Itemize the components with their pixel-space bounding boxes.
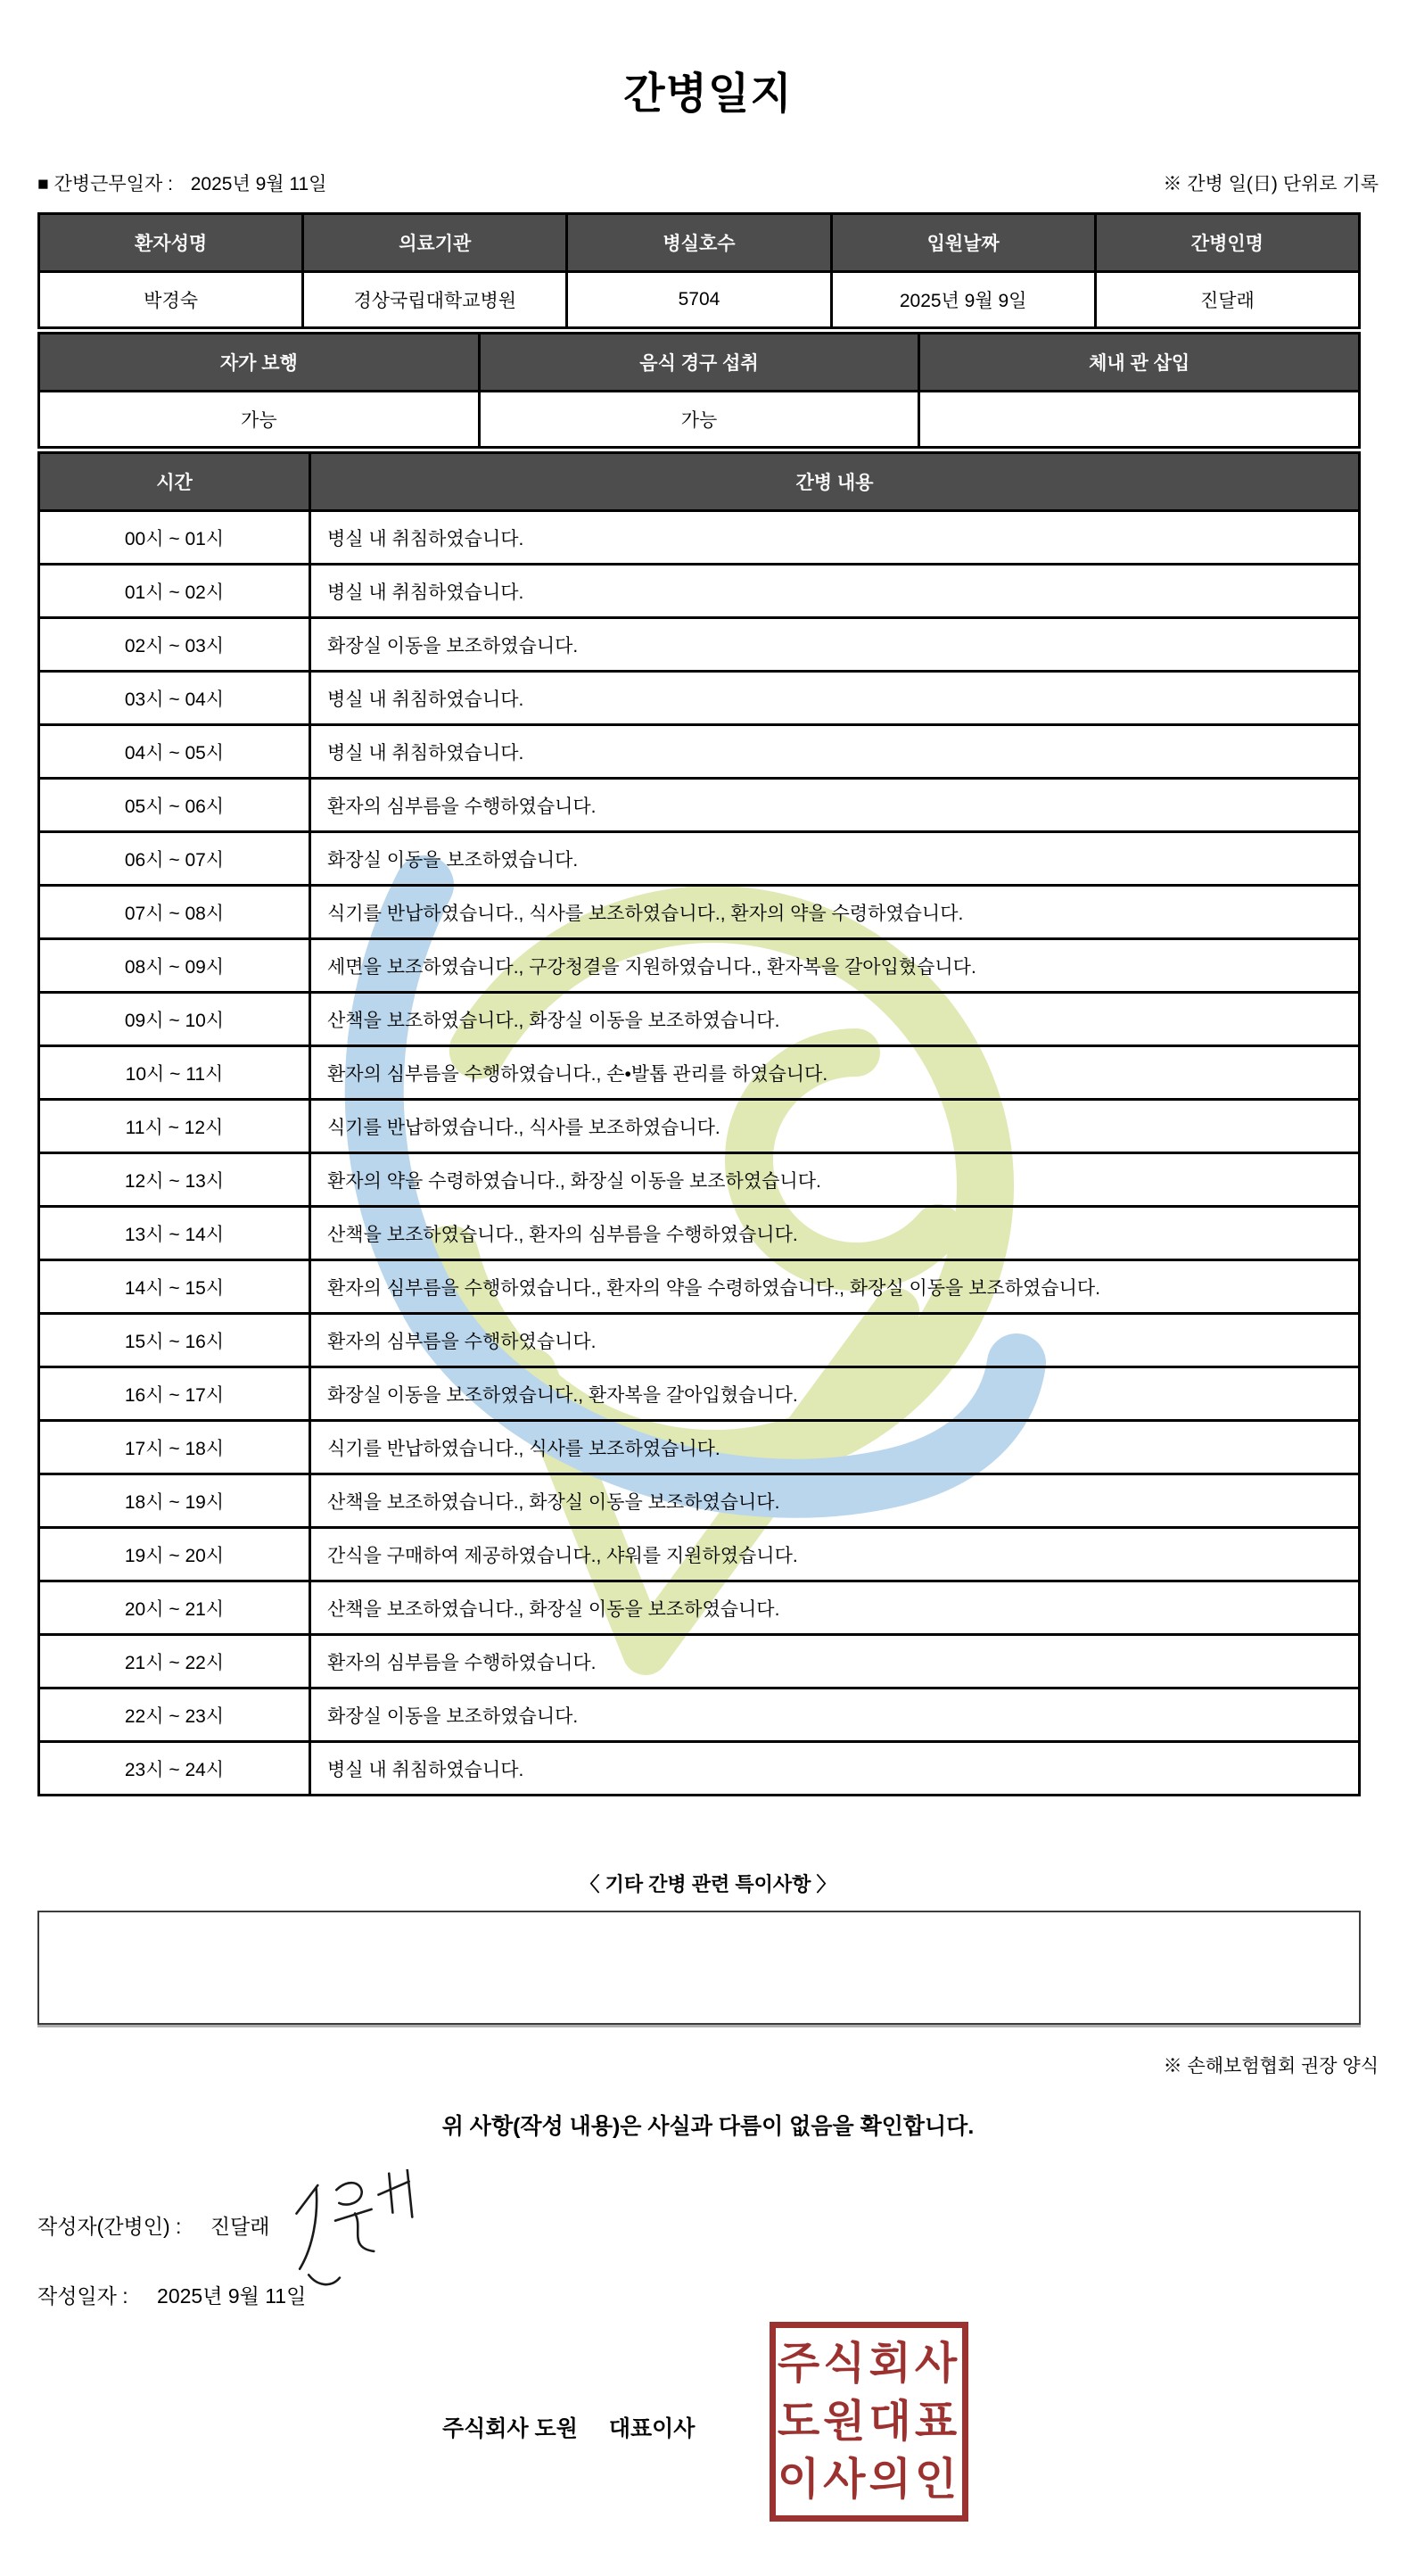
log-row	[39, 1581, 1360, 1635]
log-time: 11시 ~ 12시	[39, 1100, 310, 1153]
log-row	[39, 1474, 1360, 1528]
work-date-label: ■ 간병근무일자 :	[37, 174, 173, 194]
work-date-line	[37, 169, 326, 196]
log-time: 21시 ~ 22시	[39, 1635, 310, 1688]
log-content: 화장실 이동을 보조하였습니다., 환자복을 갈아입혔습니다.	[310, 1367, 1360, 1421]
col-patient-name: 환자성명	[39, 214, 303, 272]
caregiver-signature	[284, 2169, 435, 2294]
admission-date: 2025년 9월 9일	[831, 272, 1095, 328]
written-date-value: 2025년 9월 11일	[157, 2284, 307, 2308]
log-content: 식기를 반납하였습니다., 식사를 보조하였습니다.	[310, 1421, 1360, 1474]
log-content: 화장실 이동을 보조하였습니다.	[310, 1688, 1360, 1742]
stamp-line: 이사의인	[777, 2455, 961, 2504]
log-content: 환자의 약을 수령하였습니다., 화장실 이동을 보조하였습니다.	[310, 1153, 1360, 1207]
col-oral-intake: 음식 경구 섭취	[479, 334, 919, 392]
col-hospital: 의료기관	[303, 214, 567, 272]
log-time: 07시 ~ 08시	[39, 886, 310, 939]
log-content: 식기를 반납하였습니다., 식사를 보조하였습니다.	[310, 1100, 1360, 1153]
log-row	[39, 1260, 1360, 1314]
writer-label: 작성자(간병인) :	[37, 2215, 182, 2238]
log-row	[39, 1635, 1360, 1688]
written-date-label: 작성일자 :	[37, 2284, 128, 2308]
log-content: 환자의 심부름을 수행하였습니다.	[310, 1635, 1360, 1688]
log-row	[39, 1367, 1360, 1421]
log-content: 환자의 심부름을 수행하였습니다., 환자의 약을 수령하였습니다., 화장실 이동을 보조하였습니다.	[310, 1260, 1360, 1314]
tube-inserted-value	[919, 392, 1360, 448]
log-content: 병실 내 취침하였습니다.	[310, 672, 1360, 725]
log-content: 산책을 보조하였습니다., 환자의 심부름을 수행하였습니다.	[310, 1207, 1360, 1260]
log-row	[39, 1528, 1360, 1581]
company-role: 대표이사	[608, 2416, 696, 2441]
form-standard-note: ※ 손해보험협회 권장 양식	[1163, 2056, 1379, 2076]
log-time: 04시 ~ 05시	[39, 725, 310, 779]
log-row	[39, 939, 1360, 993]
meta-row	[37, 169, 1379, 196]
log-row	[39, 1153, 1360, 1207]
log-row	[39, 672, 1360, 725]
log-row	[39, 618, 1360, 672]
log-row	[39, 511, 1360, 565]
stamp-line: 주식회사	[777, 2339, 961, 2388]
patient-info-table	[37, 212, 1361, 329]
log-time: 01시 ~ 02시	[39, 565, 310, 618]
log-time: 12시 ~ 13시	[39, 1153, 310, 1207]
written-date-line	[37, 2280, 306, 2309]
oral-intake-value: 가능	[479, 392, 919, 448]
log-content: 식기를 반납하였습니다., 식사를 보조하였습니다., 환자의 약을 수령하였습니다.	[310, 886, 1360, 939]
status-value-row	[39, 392, 1360, 448]
log-time: 15시 ~ 16시	[39, 1314, 310, 1367]
writer-name: 진달래	[210, 2215, 270, 2238]
company-line	[442, 2411, 695, 2443]
log-time: 08시 ~ 09시	[39, 939, 310, 993]
page-title: 간병일지	[623, 70, 793, 118]
patient-status-table	[37, 332, 1361, 449]
room-number: 5704	[567, 272, 831, 328]
log-row	[39, 1688, 1360, 1742]
log-time: 00시 ~ 01시	[39, 511, 310, 565]
log-row	[39, 779, 1360, 832]
log-time: 05시 ~ 06시	[39, 779, 310, 832]
log-header-row	[39, 453, 1360, 511]
log-time: 13시 ~ 14시	[39, 1207, 310, 1260]
col-caregiver-name: 간병인명	[1095, 214, 1359, 272]
log-row	[39, 1207, 1360, 1260]
care-log-table	[37, 451, 1361, 1796]
self-walking-value: 가능	[39, 392, 480, 448]
log-content: 환자의 심부름을 수행하였습니다.	[310, 1314, 1360, 1367]
company-name: 주식회사 도원	[442, 2416, 578, 2441]
log-row	[39, 1046, 1360, 1100]
log-row	[39, 1314, 1360, 1367]
log-content: 병실 내 취침하였습니다.	[310, 511, 1360, 565]
status-header-row	[39, 334, 1360, 392]
patient-header-row	[39, 214, 1360, 272]
log-time: 06시 ~ 07시	[39, 832, 310, 886]
log-content: 병실 내 취침하였습니다.	[310, 565, 1360, 618]
col-admission-date: 입원날짜	[831, 214, 1095, 272]
log-time: 17시 ~ 18시	[39, 1421, 310, 1474]
log-row	[39, 725, 1360, 779]
log-row	[39, 993, 1360, 1046]
log-row	[39, 886, 1360, 939]
patient-value-row	[39, 272, 1360, 328]
col-care-content: 간병 내용	[310, 453, 1360, 511]
log-time: 09시 ~ 10시	[39, 993, 310, 1046]
log-content: 산책을 보조하였습니다., 화장실 이동을 보조하였습니다.	[310, 1474, 1360, 1528]
confirmation-statement: 위 사항(작성 내용)은 사실과 다름이 없음을 확인합니다.	[441, 2114, 975, 2139]
log-row	[39, 1742, 1360, 1796]
log-time: 02시 ~ 03시	[39, 618, 310, 672]
log-time: 18시 ~ 19시	[39, 1474, 310, 1528]
special-notes-heading: 〈 기타 간병 관련 특이사항 〉	[580, 1873, 836, 1895]
special-notes-box	[37, 1911, 1361, 2025]
unit-note: ※ 간병 일(日) 단위로 기록	[1163, 174, 1379, 194]
hospital-name: 경상국립대학교병원	[303, 272, 567, 328]
log-content: 산책을 보조하였습니다., 화장실 이동을 보조하였습니다.	[310, 1581, 1360, 1635]
log-time: 16시 ~ 17시	[39, 1367, 310, 1421]
col-self-walking: 자가 보행	[39, 334, 480, 392]
work-date-value: 2025년 9월 11일	[190, 174, 327, 194]
log-row	[39, 565, 1360, 618]
log-content: 산책을 보조하였습니다., 화장실 이동을 보조하였습니다.	[310, 993, 1360, 1046]
log-time: 23시 ~ 24시	[39, 1742, 310, 1796]
writer-line	[37, 2210, 269, 2240]
log-content: 화장실 이동을 보조하였습니다.	[310, 618, 1360, 672]
col-time: 시간	[39, 453, 310, 511]
corporate-seal-stamp	[770, 2322, 968, 2522]
col-room-number: 병실호수	[567, 214, 831, 272]
log-time: 19시 ~ 20시	[39, 1528, 310, 1581]
log-content: 환자의 심부름을 수행하였습니다., 손•발톱 관리를 하였습니다.	[310, 1046, 1360, 1100]
log-row	[39, 832, 1360, 886]
log-content: 병실 내 취침하였습니다.	[310, 725, 1360, 779]
log-content: 화장실 이동을 보조하였습니다.	[310, 832, 1360, 886]
log-time: 14시 ~ 15시	[39, 1260, 310, 1314]
log-time: 10시 ~ 11시	[39, 1046, 310, 1100]
patient-name: 박경숙	[39, 272, 303, 328]
log-content: 세면을 보조하였습니다., 구강청결을 지원하였습니다., 환자복을 갈아입혔습니다.	[310, 939, 1360, 993]
log-row	[39, 1421, 1360, 1474]
log-time: 20시 ~ 21시	[39, 1581, 310, 1635]
caregiver-name: 진달래	[1095, 272, 1359, 328]
col-tube-inserted: 체내 관 삽입	[919, 334, 1360, 392]
log-time: 03시 ~ 04시	[39, 672, 310, 725]
log-content: 병실 내 취침하였습니다.	[310, 1742, 1360, 1796]
log-time: 22시 ~ 23시	[39, 1688, 310, 1742]
log-row	[39, 1100, 1360, 1153]
log-content: 환자의 심부름을 수행하였습니다.	[310, 779, 1360, 832]
log-content: 간식을 구매하여 제공하였습니다., 샤워를 지원하였습니다.	[310, 1528, 1360, 1581]
stamp-line: 도원대표	[777, 2397, 961, 2446]
